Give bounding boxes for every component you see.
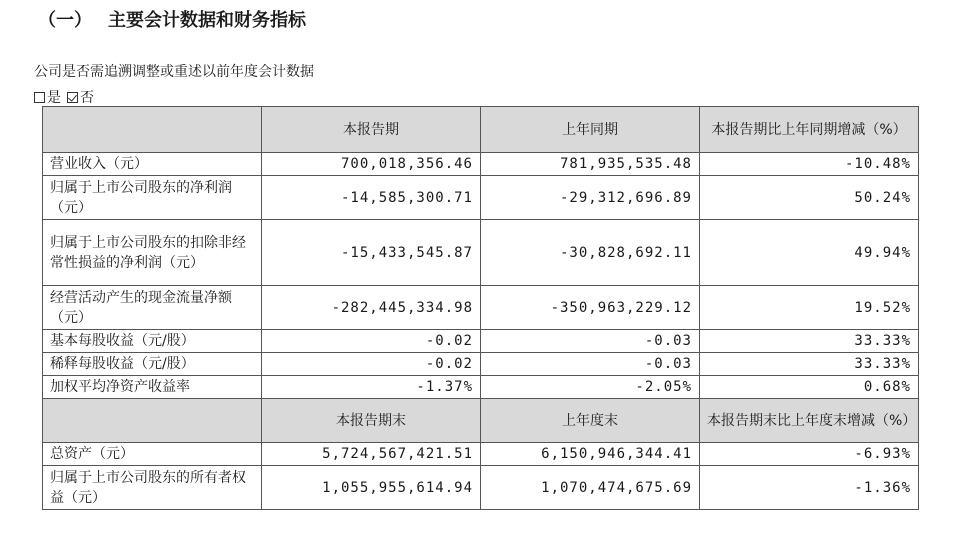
row-label: 基本每股收益（元/股）: [43, 330, 262, 353]
section-title: 主要会计数据和财务指标: [108, 10, 306, 31]
header-cell: 本报告期末: [262, 399, 481, 443]
table-row: [43, 153, 919, 176]
table-cell: 781,935,535.48: [481, 153, 700, 176]
header-cell: 本报告期比上年同期增减（%）: [700, 107, 919, 153]
checkbox-unchecked-icon[interactable]: [34, 92, 45, 103]
table-cell: 1,070,474,675.69: [481, 466, 700, 510]
table-cell: 6,150,946,344.41: [481, 443, 700, 466]
section-heading: [38, 6, 306, 32]
table-cell: -0.03: [481, 330, 700, 353]
header-cell: 本报告期: [262, 107, 481, 153]
table-header-row: [43, 399, 919, 443]
table-cell: 0.68%: [700, 376, 919, 399]
header-cell: [43, 107, 262, 153]
table-cell: -0.02: [262, 330, 481, 353]
checkbox-checked-icon[interactable]: [67, 92, 78, 103]
table-row: [43, 220, 919, 286]
table-header-row: [43, 107, 919, 153]
table-cell: 50.24%: [700, 176, 919, 220]
table-cell: -10.48%: [700, 153, 919, 176]
table-row: [43, 466, 919, 510]
option-yes-label: 是: [47, 90, 61, 106]
table-cell: -29,312,696.89: [481, 176, 700, 220]
header-cell: [43, 399, 262, 443]
table-row: [43, 286, 919, 330]
table-row: [43, 443, 919, 466]
table-cell: -30,828,692.11: [481, 220, 700, 286]
table-row: [43, 330, 919, 353]
table-row: [43, 176, 919, 220]
row-label: 归属于上市公司股东的净利润（元）: [43, 176, 262, 220]
header-cell: 本报告期末比上年度末增减（%）: [700, 399, 919, 443]
table-cell: -1.37%: [262, 376, 481, 399]
table-cell: 49.94%: [700, 220, 919, 286]
table-cell: 19.52%: [700, 286, 919, 330]
table-cell: -350,963,229.12: [481, 286, 700, 330]
restatement-question: 公司是否需追溯调整或重述以前年度会计数据: [34, 64, 314, 80]
section-number: （一）: [38, 10, 92, 31]
row-label: 总资产（元）: [43, 443, 262, 466]
table-cell: -0.03: [481, 353, 700, 376]
table-row: [43, 353, 919, 376]
table-cell: -0.02: [262, 353, 481, 376]
table-cell: 5,724,567,421.51: [262, 443, 481, 466]
row-label: 稀释每股收益（元/股）: [43, 353, 262, 376]
restatement-options: [34, 87, 94, 107]
option-no-label: 否: [80, 90, 94, 106]
table-cell: -1.36%: [700, 466, 919, 510]
row-label: 经营活动产生的现金流量净额（元）: [43, 286, 262, 330]
table-cell: 33.33%: [700, 330, 919, 353]
table-row: [43, 376, 919, 399]
row-label: 归属于上市公司股东的扣除非经常性损益的净利润（元）: [43, 220, 262, 286]
table-cell: -15,433,545.87: [262, 220, 481, 286]
financial-data-table: [42, 106, 919, 510]
table-cell: -6.93%: [700, 443, 919, 466]
table-cell: -282,445,334.98: [262, 286, 481, 330]
table-cell: 700,018,356.46: [262, 153, 481, 176]
row-label: 归属于上市公司股东的所有者权益（元）: [43, 466, 262, 510]
row-label: 营业收入（元）: [43, 153, 262, 176]
row-label: 加权平均净资产收益率: [43, 376, 262, 399]
header-cell: 上年度末: [481, 399, 700, 443]
header-cell: 上年同期: [481, 107, 700, 153]
table-cell: -14,585,300.71: [262, 176, 481, 220]
table-cell: 33.33%: [700, 353, 919, 376]
table-cell: -2.05%: [481, 376, 700, 399]
table-cell: 1,055,955,614.94: [262, 466, 481, 510]
